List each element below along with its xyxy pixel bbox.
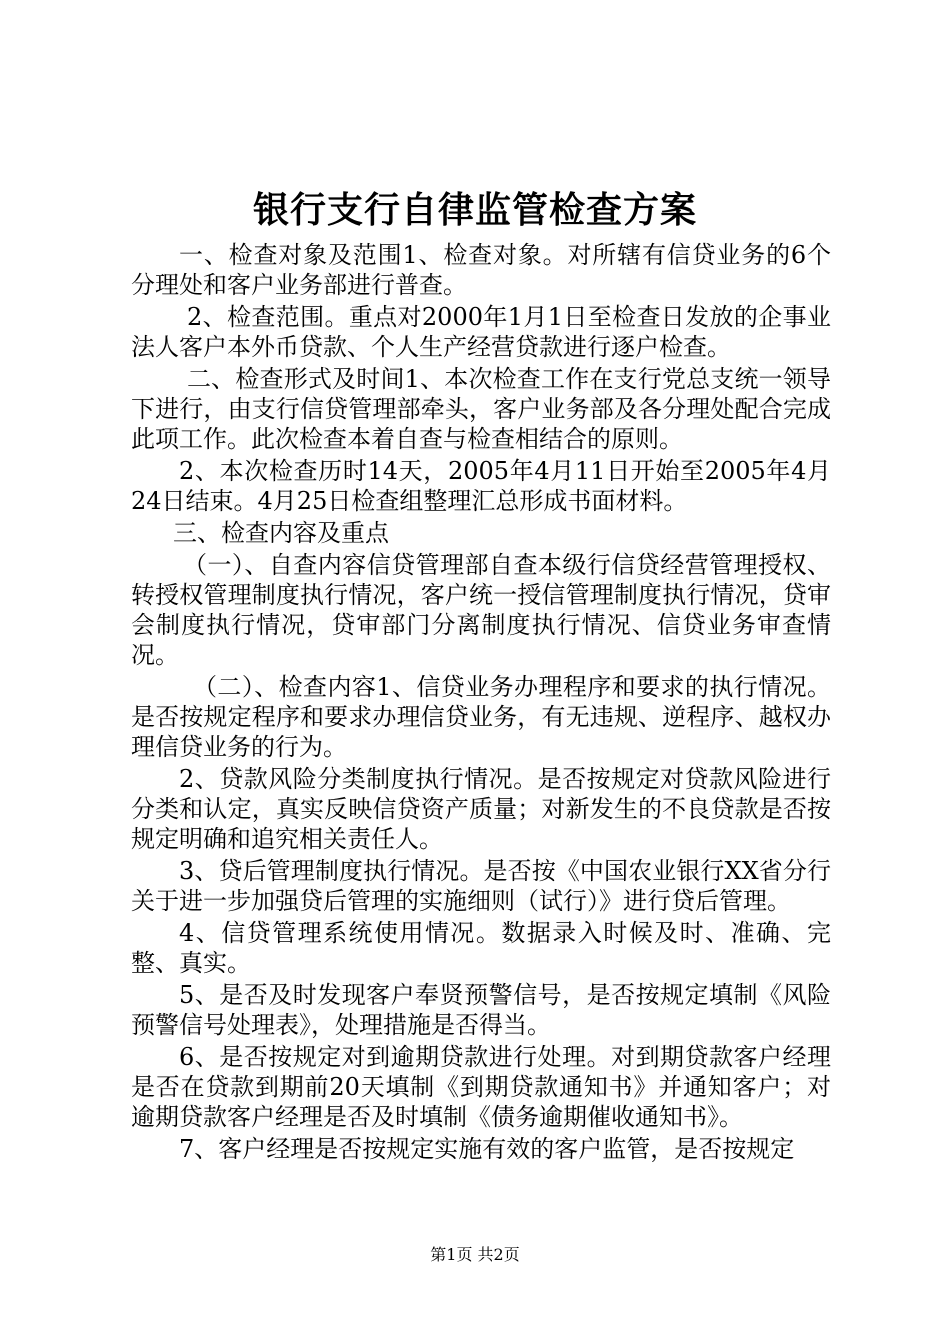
paragraph: 一、检查对象及范围1、检查对象。对所辖有信贷业务的6个分理处和客户业务部进行普查。: [131, 241, 831, 299]
paragraph: 7、客户经理是否按规定实施有效的客户监管，是否按规定: [179, 1135, 795, 1163]
document-body: [131, 240, 831, 1166]
page-footer: 第1页 共2页: [430, 1245, 520, 1264]
paragraph: 6、是否按规定对到逾期贷款进行处理。对到期贷款客户经理是否在贷款到期前20天填制《到期贷款通知书》并通知客户；对逾期贷款客户经理是否及时填制《债务逾期催收通知书》。: [131, 1043, 831, 1131]
paragraph: 三、检查内容及重点: [173, 519, 389, 547]
paragraph: （二）、检查内容1、信贷业务办理程序和要求的执行情况。是否按规定程序和要求办理信贷业务，有无违规、逆程序、越权办理信贷业务的行为。: [131, 673, 831, 761]
paragraph: 3、贷后管理制度执行情况。是否按《中国农业银行XX省分行关于进一步加强贷后管理的实施细则（试行）》进行贷后管理。: [131, 857, 831, 915]
paragraph: 2、检查范围。重点对2000年1月1日至检查日发放的企事业法人客户本外币贷款、个人生产经营贷款进行逐户检查。: [131, 303, 831, 361]
paragraph: 2、贷款风险分类制度执行情况。是否按规定对贷款风险进行分类和认定，真实反映信贷资产质量；对新发生的不良贷款是否按规定明确和追究相关责任人。: [131, 765, 831, 853]
document-title: 银行支行自律监管检查方案: [252, 189, 697, 231]
paragraph: 5、是否及时发现客户奉贤预警信号，是否按规定填制《风险预警信号处理表》，处理措施是否得当。: [131, 981, 831, 1039]
paragraph: 二、检查形式及时间1、本次检查工作在支行党总支统一领导下进行，由支行信贷管理部牵头，客户业务部及各分理处配合完成此项工作。此次检查本着自查与检查相结合的原则。: [131, 365, 831, 453]
paragraph: （一）、自查内容信贷管理部自查本级行信贷经营管理授权、转授权管理制度执行情况，客户统一授信管理制度执行情况，贷审会制度执行情况，贷审部门分离制度执行情况、信贷业务审查情况。: [131, 551, 831, 669]
paragraph: 4、信贷管理系统使用情况。数据录入时候及时、准确、完整、真实。: [131, 919, 831, 977]
paragraph: 2、本次检查历时14天，2005年4月11日开始至2005年4月24日结束。4月25日检查组整理汇总形成书面材料。: [131, 457, 831, 515]
